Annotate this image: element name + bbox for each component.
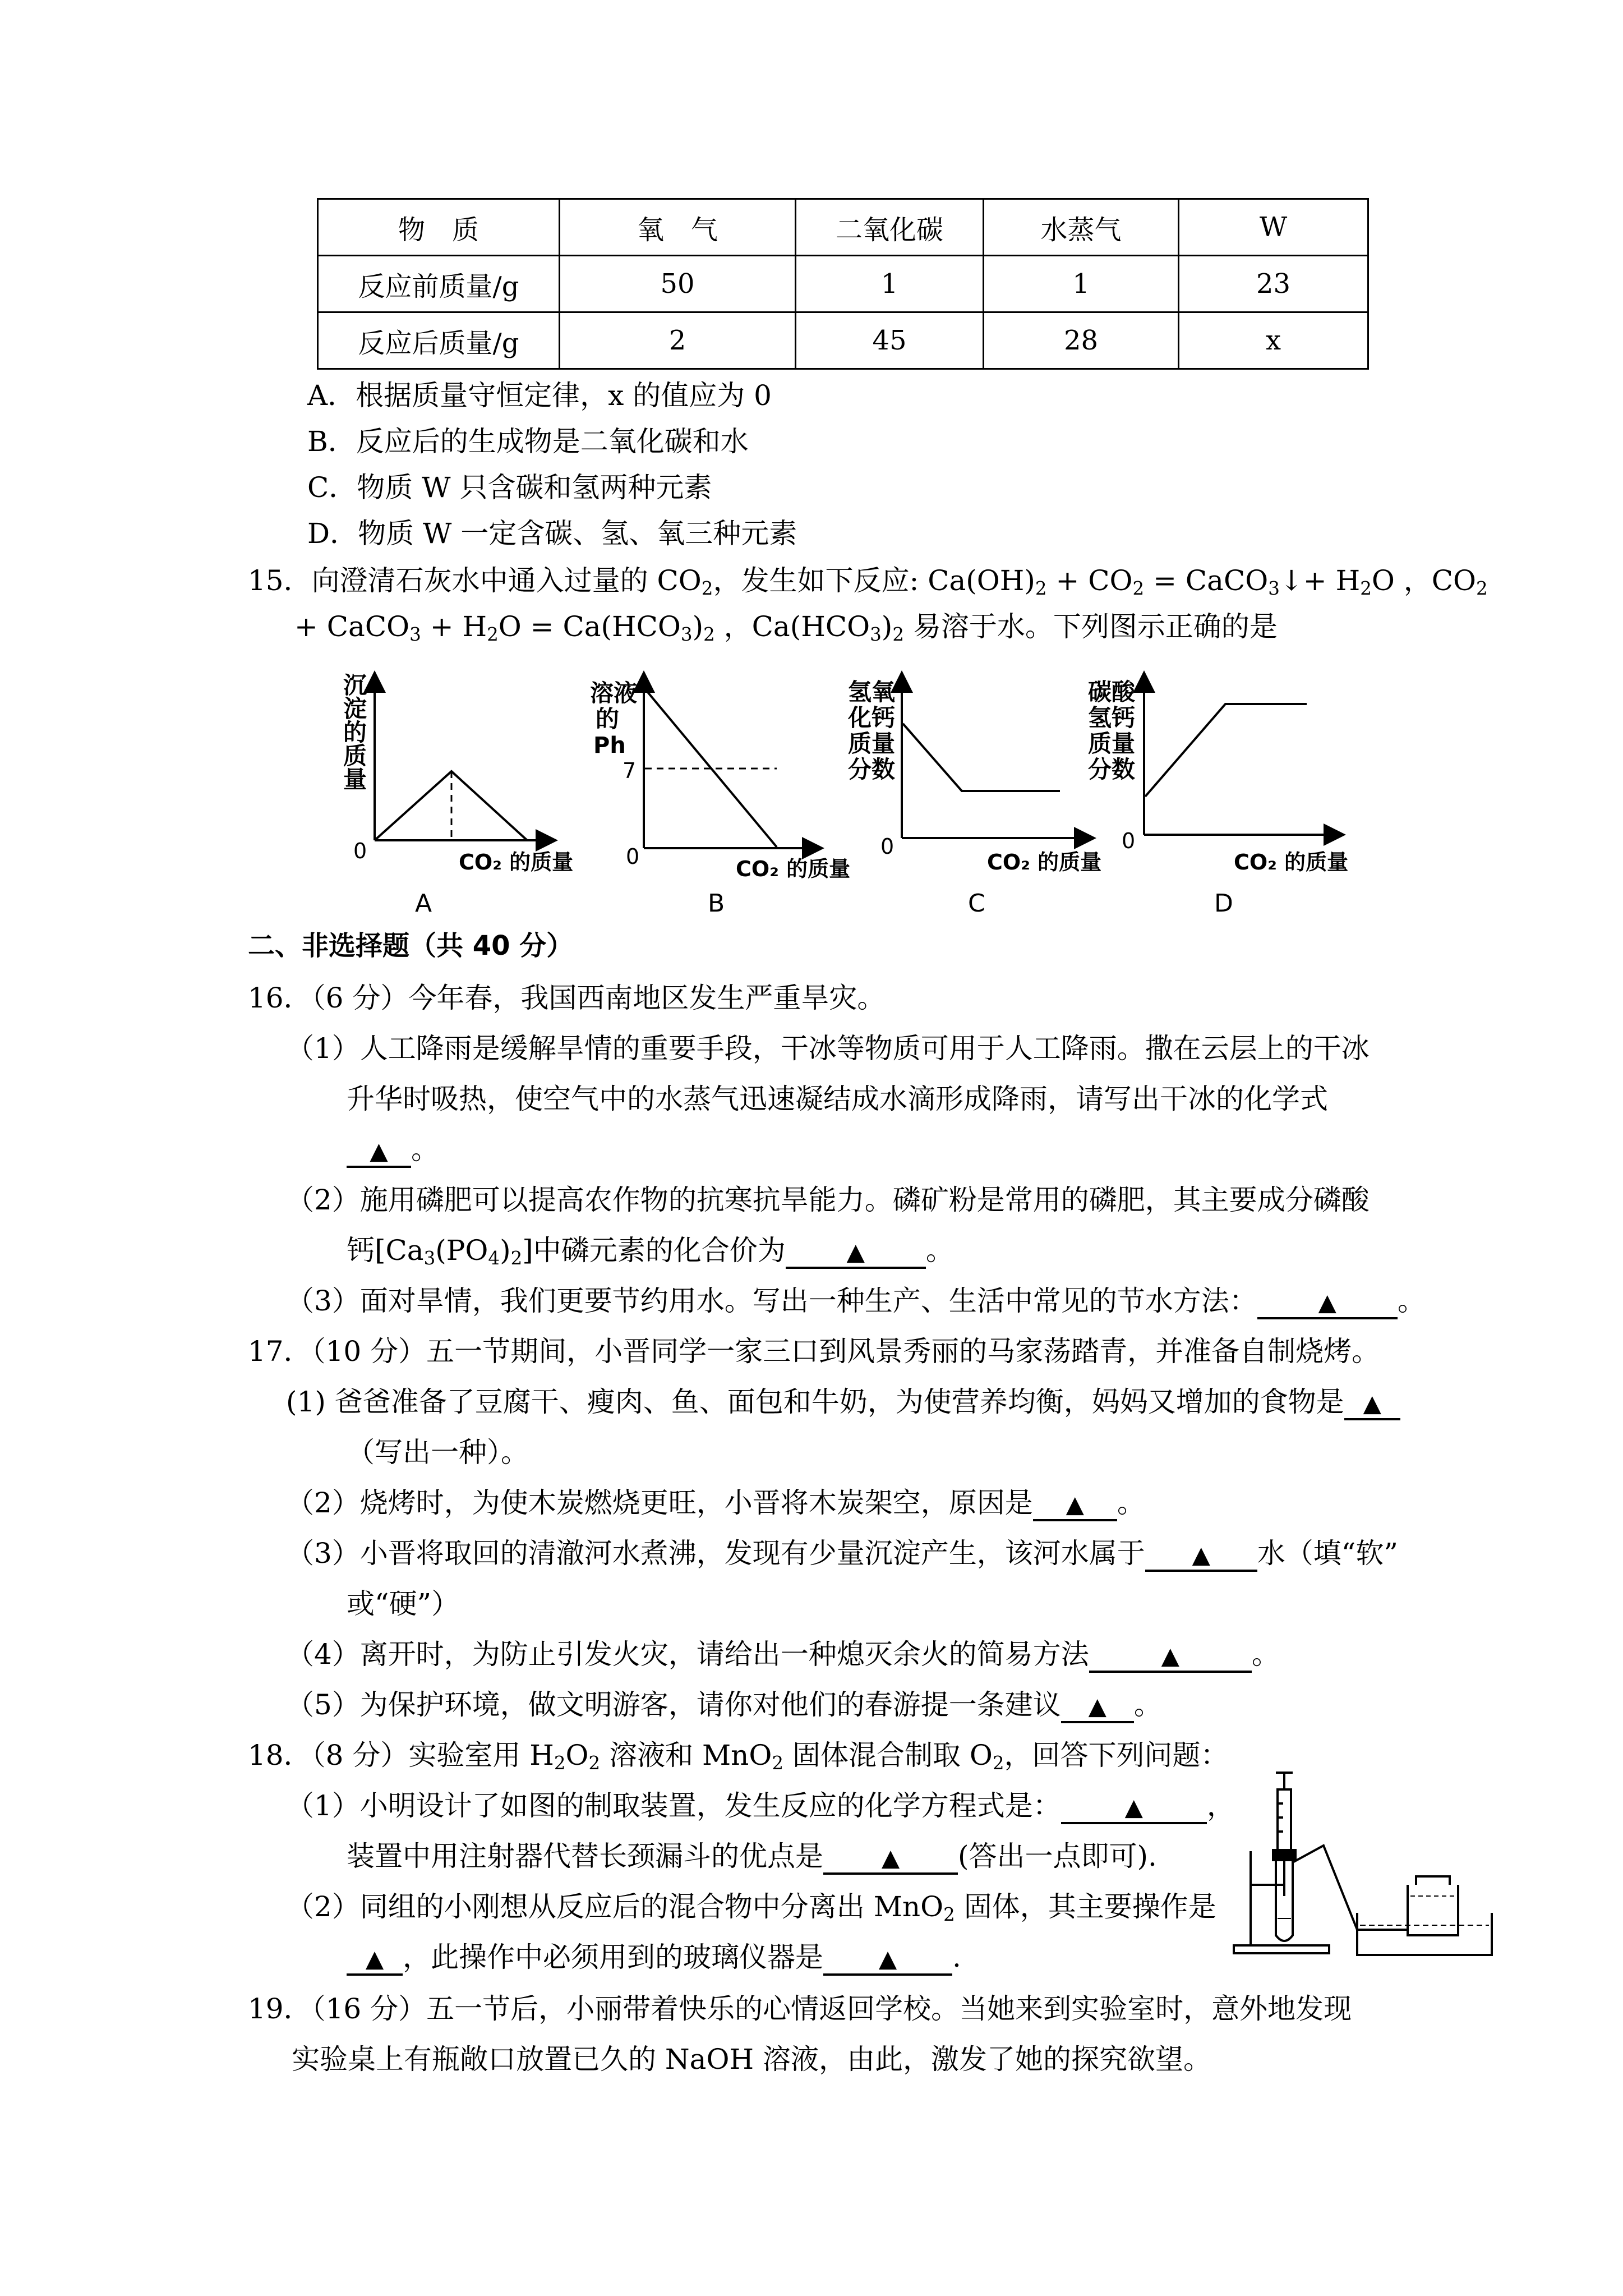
- q16-p1-line2: 升华时吸热，使空气中的水蒸气迅速凝结成水滴形成降雨，请写出干冰的化学式: [347, 1083, 1328, 1115]
- q18-text: 18．（8 分）实验室用 H: [248, 1739, 554, 1772]
- y-label: 溶液: [590, 679, 638, 707]
- x-label: CO₂ 的质量: [736, 857, 851, 881]
- y-label: Ph: [593, 733, 626, 758]
- y-label: 质量: [1088, 730, 1136, 757]
- q19-line2: 实验桌上有瓶敞口放置已久的 NaOH 溶液，由此，激发了她的探究欲望。: [292, 2043, 1211, 2076]
- subscript: 2: [772, 1752, 784, 1774]
- triangle-mark: ▲: [1088, 1692, 1106, 1720]
- subscript: 2: [943, 1904, 955, 1926]
- triangle-mark: ▲: [1161, 1642, 1179, 1669]
- subscript: 3: [870, 624, 882, 646]
- q17-text: （5）为保护环境，做文明游客，请你对他们的春游提一条建议: [286, 1688, 1061, 1721]
- table-cell: 2: [560, 312, 796, 369]
- q15-text: = CaCO: [1144, 564, 1269, 597]
- subscript: 3: [1268, 578, 1280, 600]
- answer-blank[interactable]: [1089, 1640, 1252, 1673]
- q17-p5: [286, 1688, 1162, 1723]
- answer-blank[interactable]: [1061, 1691, 1134, 1723]
- q16-text: 钙[Ca: [347, 1234, 424, 1267]
- q18-p2-line2: [347, 1943, 961, 1976]
- y-label: 量: [343, 766, 367, 793]
- y-label: 氢钙: [1088, 704, 1136, 731]
- table-cell: 1: [984, 256, 1179, 312]
- q16-p2-line1: （2）施用磷肥可以提高农作物的抗寒抗旱能力。磷矿粉是常用的磷肥，其主要成分磷酸: [286, 1184, 1370, 1216]
- subscript: 2: [703, 624, 715, 646]
- q15-text: ): [692, 610, 704, 643]
- q17-p4: [286, 1640, 1280, 1673]
- punctuation: 。: [1397, 1285, 1426, 1317]
- bottle-neck: [1416, 1876, 1450, 1885]
- graph-letter: B: [708, 889, 725, 918]
- answer-blank[interactable]: [1145, 1539, 1257, 1572]
- graph-letter: C: [968, 889, 985, 918]
- table-cell: 23: [1179, 256, 1368, 312]
- table-header-cell: 氧 气: [560, 199, 796, 256]
- q18-text: ，此操作中必须用到的玻璃仪器是: [403, 1941, 823, 1973]
- graph-letter: A: [415, 889, 432, 918]
- subscript: 2: [588, 1752, 601, 1774]
- triangle-mark: ▲: [1124, 1793, 1143, 1821]
- subscript: 2: [1132, 578, 1145, 600]
- y-label: 分数: [1088, 756, 1136, 783]
- q16-text: ): [500, 1234, 511, 1267]
- q17-text: （3）小晋将取回的清澈河水煮沸，发现有少量沉淀产生，该河水属于: [286, 1537, 1145, 1570]
- curve-line: [1145, 704, 1307, 797]
- y-label: 氢氧: [848, 678, 896, 706]
- subscript: 2: [510, 1248, 523, 1269]
- answer-blank[interactable]: [347, 1135, 411, 1168]
- origin-label: 0: [626, 844, 640, 869]
- q18-text: O: [565, 1739, 589, 1772]
- q17-p2: [286, 1489, 1145, 1521]
- q16-text: (PO: [435, 1234, 488, 1267]
- q16-p2-line2: 钙$[Ca_3(PO_4)_2]$中磷元素的化合价为 ▲ 。: [347, 1234, 954, 1269]
- q18-text: (答出一点即可).: [958, 1840, 1157, 1872]
- origin-label: 0: [353, 839, 367, 863]
- q18-text: （1）小明设计了如图的制取装置，发生反应的化学方程式是：: [286, 1789, 1061, 1822]
- answer-blank[interactable]: [1061, 1792, 1207, 1824]
- q18-p1-line2: [347, 1842, 1157, 1875]
- subscript: 3: [680, 624, 693, 646]
- subscript: 2: [1035, 578, 1047, 600]
- q17-p1-line2: （写出一种）。: [347, 1436, 529, 1469]
- q18-head: [248, 1739, 1229, 1774]
- punctuation: 。: [411, 1133, 439, 1166]
- tick-label: 7: [623, 758, 637, 783]
- q17-text: （2）烧烤时，为使木炭燃烧更旺，小晋将木炭架空，原因是: [286, 1487, 1033, 1519]
- punctuation: 。: [925, 1234, 954, 1267]
- q17-text: 水（填“软”: [1257, 1537, 1398, 1570]
- graph-d: [1088, 678, 1348, 918]
- answer-blank[interactable]: [1344, 1388, 1400, 1420]
- answer-blank[interactable]: [823, 1842, 958, 1875]
- option-b: B．反应后的生成物是二氧化碳和水: [307, 425, 749, 458]
- q18-text: ，回答下列问题：: [1004, 1739, 1229, 1772]
- y-label: 质量: [848, 730, 896, 757]
- syringe-barrel: [1278, 1789, 1291, 1851]
- q15-line2: [294, 610, 1278, 646]
- graphs-figure: [314, 668, 1436, 926]
- subscript: 2: [992, 1752, 1004, 1774]
- q17-p3-line2: 或“硬”）: [347, 1588, 460, 1620]
- q19-line1: 19．（16 分）五一节后，小丽带着快乐的心情返回学校。当她来到实验室时，意外地发现: [248, 1993, 1352, 2025]
- q15-text: ，发生如下反应: Ca(OH): [713, 564, 1035, 597]
- origin-label: 0: [880, 834, 895, 859]
- q15-line1: [248, 564, 1488, 600]
- q16-text: ]中磷元素的化合价为: [522, 1234, 786, 1267]
- graph-a: [343, 671, 573, 918]
- answer-blank[interactable]: [786, 1236, 926, 1269]
- subscript: 2: [554, 1752, 566, 1774]
- table-cell: 45: [796, 312, 984, 369]
- y-label: 分数: [848, 756, 896, 783]
- water-trough: [1357, 1913, 1492, 1955]
- q18-text: 装置中用注射器代替长颈漏斗的优点是: [347, 1840, 823, 1872]
- table-header-row: [318, 199, 1368, 256]
- q17-head: 17．（10 分）五一节期间，小晋同学一家三口到风景秀丽的马家荡踏青，并准备自制烧烤。: [248, 1335, 1380, 1368]
- q15-text: ): [881, 610, 893, 643]
- subscript: 2: [892, 624, 904, 646]
- q16-p1-line1: （1）人工降雨是缓解旱情的重要手段，干冰等物质可用于人工降雨。撒在云层上的干冰: [286, 1032, 1370, 1065]
- triangle-mark: ▲: [370, 1137, 388, 1165]
- answer-blank[interactable]: [823, 1943, 952, 1976]
- graph-c: [847, 678, 1101, 918]
- y-label: 的: [596, 705, 620, 733]
- triangle-mark: ▲: [881, 1844, 900, 1871]
- x-label: CO₂ 的质量: [459, 850, 574, 875]
- punctuation: 。: [1117, 1487, 1145, 1519]
- mass-table: [317, 198, 1369, 370]
- graph-letter: D: [1214, 889, 1233, 918]
- q15-text: O ，CO: [1371, 564, 1477, 597]
- triangle-mark: ▲: [365, 1945, 384, 1972]
- q16-head: 16．（6 分）今年春，我国西南地区发生严重旱灾。: [248, 982, 886, 1014]
- q16-p1-line3: [347, 1135, 439, 1168]
- table-cell: 反应后质量/g: [318, 312, 560, 369]
- table-cell: 1: [796, 256, 984, 312]
- section-heading: 二、非选择题（共 40 分）: [248, 930, 574, 961]
- origin-label: 0: [1122, 829, 1136, 853]
- question-number: 15．: [248, 564, 312, 597]
- triangle-mark: ▲: [846, 1238, 865, 1266]
- q18-p2-line1: [286, 1890, 1216, 1926]
- delivery-tube: [1293, 1846, 1408, 1930]
- table-cell: 50: [560, 256, 796, 312]
- q15-text: 向澄清石灰水中通入过量的 CO: [311, 564, 702, 597]
- subscript: 3: [423, 1248, 436, 1269]
- x-label: CO₂ 的质量: [1234, 850, 1349, 875]
- subscript: 2: [1476, 578, 1488, 600]
- x-label: CO₂ 的质量: [987, 850, 1102, 875]
- answer-blank[interactable]: [1033, 1489, 1117, 1521]
- triangle-mark: ▲: [878, 1945, 897, 1972]
- punctuation: 。: [1251, 1638, 1280, 1671]
- graph-b: [590, 679, 850, 918]
- collecting-bottle: [1408, 1885, 1458, 1935]
- q18-text: 固体混合制取 O: [783, 1739, 993, 1772]
- punctuation: .: [952, 1941, 961, 1973]
- punctuation: ，: [1206, 1789, 1235, 1822]
- apparatus-drawing: [1223, 1767, 1503, 1969]
- triangle-mark: ▲: [1192, 1541, 1210, 1568]
- q15-text: + CaCO: [294, 610, 410, 643]
- subscript: 3: [409, 624, 421, 646]
- q17-p1-line1: [286, 1388, 1400, 1420]
- curve-line: [375, 771, 527, 840]
- subscript: 2: [1360, 578, 1372, 600]
- y-label: 沉: [343, 671, 367, 699]
- table-header-cell: 水蒸气: [984, 199, 1179, 256]
- triangle-mark: ▲: [1318, 1289, 1336, 1316]
- q18-text: （2）同组的小刚想从反应后的混合物中分离出 MnO: [286, 1890, 944, 1923]
- table-cell: 反应前质量/g: [318, 256, 560, 312]
- q15-text: + H: [421, 610, 487, 643]
- q18-p1-line1: [286, 1789, 1235, 1824]
- q18-text: 固体，其主要操作是: [955, 1890, 1216, 1923]
- y-label: 质: [343, 742, 367, 770]
- answer-blank[interactable]: [347, 1943, 403, 1976]
- table-header-cell: 物 质: [318, 199, 560, 256]
- triangle-mark: ▲: [1066, 1490, 1084, 1518]
- y-label: 碳酸: [1088, 678, 1136, 706]
- q17-text: (1) 爸爸准备了豆腐干、瘦肉、鱼、面包和牛奶，为使营养均衡，妈妈又增加的食物是: [286, 1386, 1344, 1418]
- punctuation: 。: [1133, 1688, 1162, 1721]
- q17-p3-line1: [286, 1539, 1398, 1572]
- q16-p3: [286, 1287, 1426, 1319]
- y-label: 化钙: [848, 704, 896, 731]
- q15-text: ，Ca(HCO: [714, 610, 870, 643]
- q16-text: （3）面对旱情，我们更要节约用水。写出一种生产、生活中常见的节水方法：: [286, 1285, 1257, 1317]
- subscript: 2: [487, 624, 499, 646]
- table-header-cell: 二氧化碳: [796, 199, 984, 256]
- q15-text: O = Ca(HCO: [498, 610, 681, 643]
- answer-blank[interactable]: [1257, 1287, 1398, 1319]
- y-label: 的: [343, 719, 367, 746]
- table-header-cell: W: [1179, 199, 1368, 256]
- subscript: 2: [701, 578, 713, 600]
- table-row: [318, 256, 1368, 312]
- stand-base: [1234, 1945, 1329, 1953]
- q17-text: （4）离开时，为防止引发火灾，请给出一种熄灭余火的简易方法: [286, 1638, 1089, 1671]
- option-d: D．物质 W 一定含碳、氢、氧三种元素: [307, 517, 797, 550]
- q15-text: + CO: [1046, 564, 1133, 597]
- q18-text: 溶液和 MnO: [600, 1739, 772, 1772]
- curve-line: [903, 724, 1060, 791]
- y-label: 淀: [343, 695, 367, 723]
- table-cell: 28: [984, 312, 1179, 369]
- option-a: A．根据质量守恒定律，x 的值应为 0: [307, 379, 772, 412]
- table-cell: x: [1179, 312, 1368, 369]
- triangle-mark: ▲: [1363, 1389, 1381, 1417]
- q15-text: 易溶于水。下列图示正确的是: [904, 610, 1278, 643]
- option-c: C．物质 W 只含碳和氢两种元素: [307, 471, 712, 504]
- q15-text: ↓+ H: [1279, 564, 1361, 597]
- table-row: [318, 312, 1368, 369]
